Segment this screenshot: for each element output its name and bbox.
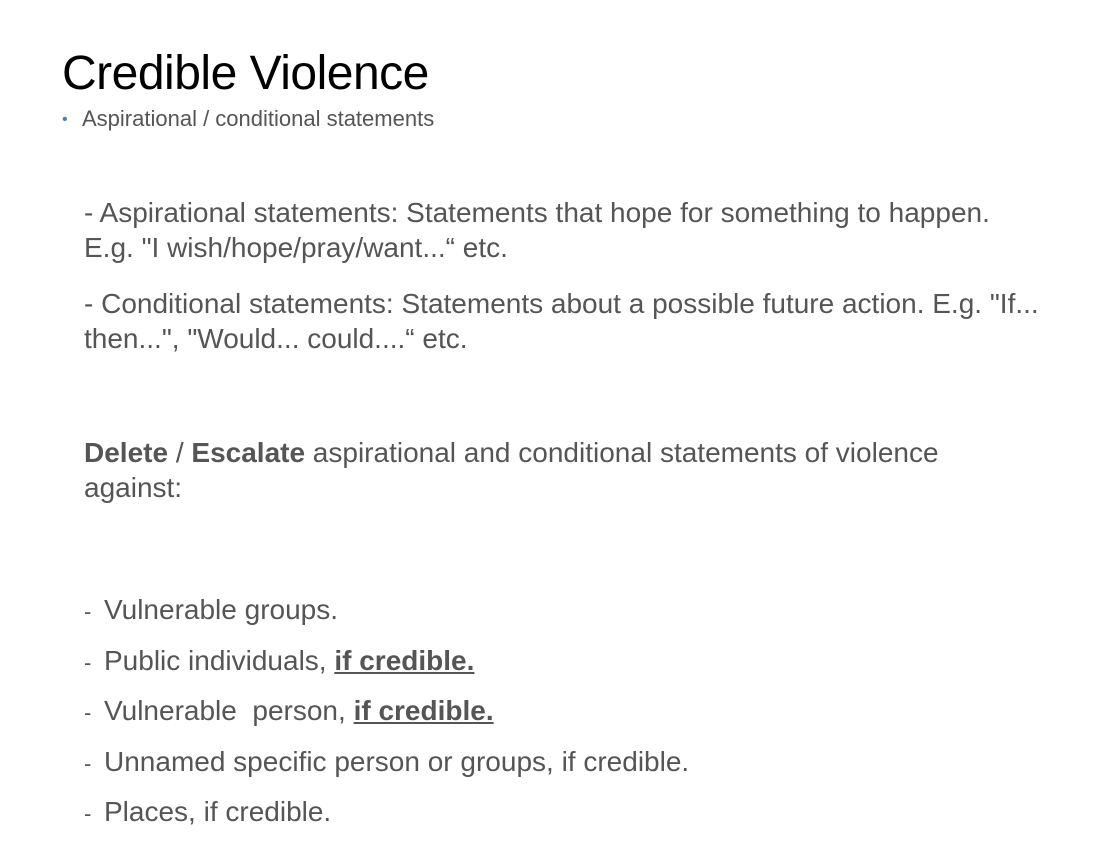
dash-icon: - <box>84 700 92 725</box>
subtitle-row <box>62 106 434 133</box>
list-item-text: Vulnerable groups. <box>104 594 339 625</box>
list-item <box>84 643 689 694</box>
list-item-text: Vulnerable person, <box>104 695 354 726</box>
list-item-text: Places, if credible. <box>104 796 332 827</box>
list-item <box>84 592 689 643</box>
instruction-paragraph <box>84 435 1044 505</box>
list-item <box>84 693 689 744</box>
dash-icon: - <box>84 801 92 826</box>
instruction-text: aspirational and conditional statements of violence against: <box>84 437 939 503</box>
target-list <box>84 592 689 845</box>
action-separator: / <box>168 437 192 468</box>
list-item-text: Public individuals, <box>104 644 335 676</box>
dash-icon: - <box>84 599 92 624</box>
delete-action: Delete <box>84 437 169 468</box>
dash-icon: - <box>84 649 92 675</box>
conditional-definition: - Conditional statements: Statements about a possible future action. E.g. "If... then...", "Would... could....“ etc. <box>84 288 1039 354</box>
dash-icon: - <box>84 750 92 776</box>
aspirational-definition: - Aspirational statements: Statements that hope for something to happen. E.g. "I wish/hope/pray/want...“ etc. <box>84 197 990 263</box>
list-item <box>84 744 689 795</box>
credibility-qualifier: if credible. <box>334 644 475 676</box>
credibility-qualifier: if credible. <box>353 695 494 726</box>
escalate-action: Escalate <box>191 437 306 468</box>
list-item-text: Unnamed specific person or groups, if credible. <box>104 745 690 777</box>
slide-title: Credible Violence <box>62 47 429 100</box>
bullet-icon: • <box>62 111 68 128</box>
slide-subtitle: Aspirational / conditional statements <box>82 106 435 131</box>
